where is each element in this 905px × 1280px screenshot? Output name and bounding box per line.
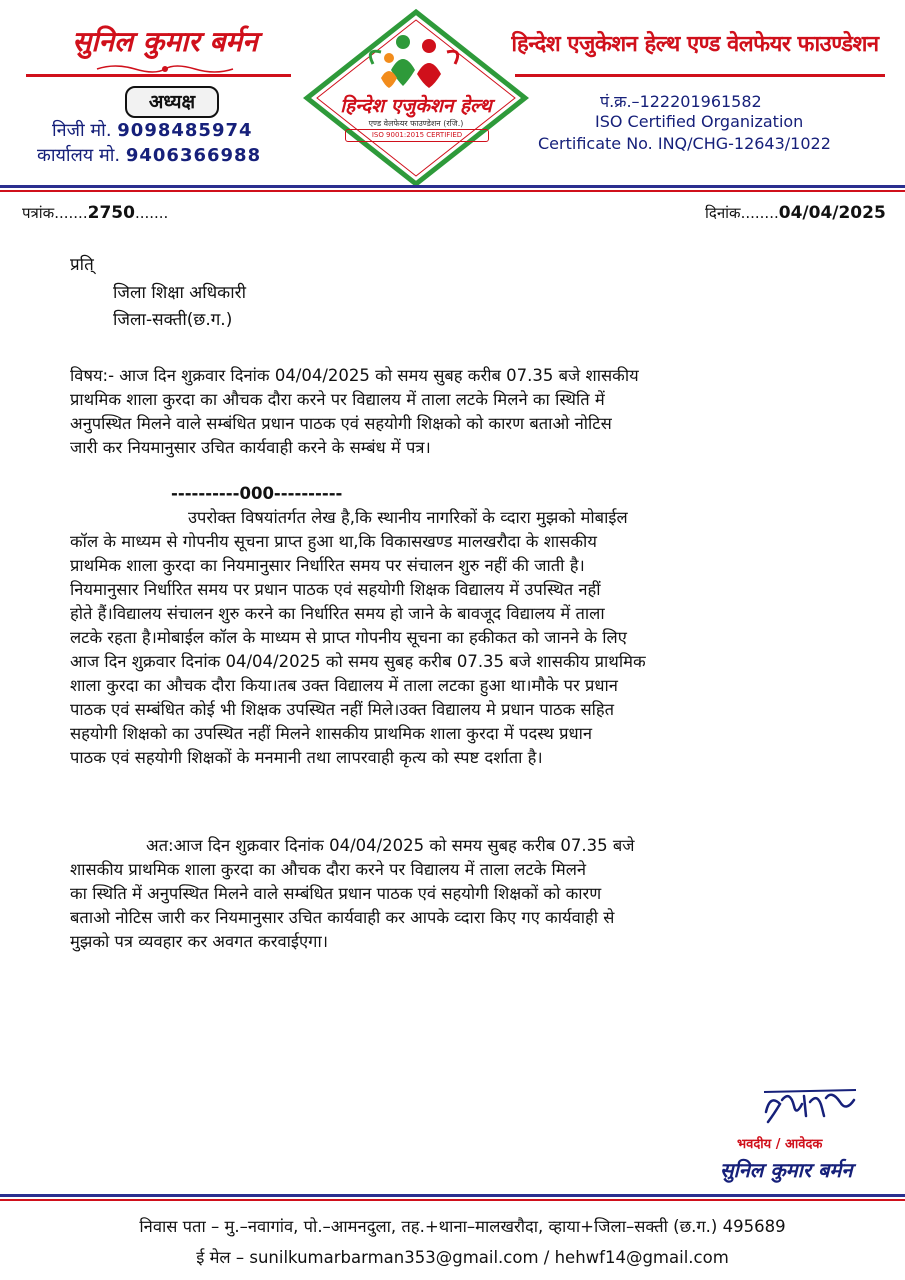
certificate-number: Certificate No. INQ/CHG-12643/1022 (538, 134, 831, 153)
reference-number: पत्रांक.......2750....... (22, 203, 169, 223)
paragraph-line: होते हैं।विद्यालय संचालन शुरु करने का निर्धारित समय हो जाने के बावजूद विद्यालय में ताला (70, 604, 605, 623)
president-name: सुनिल कुमार बर्मन (72, 25, 258, 58)
paragraph-line: उपरोक्त विषयांतर्गत लेख है,कि स्थानीय नागरिकों के व्दारा मुझको मोबाईल (188, 508, 628, 527)
paragraph-line: पाठक एवं सम्बंधित कोई भी शिक्षक उपस्थित नहीं मिले।उक्त विद्यालय मे प्रधान पाठक सहित (70, 700, 615, 719)
paragraph-line: अत:आज दिन शुक्रवार दिनांक 04/04/2025 को समय सुबह करीब 07.35 बजे (146, 836, 635, 855)
recipient-title: जिला शिक्षा अधिकारी (113, 283, 246, 303)
organization-name: हिन्देश एजुकेशन हेल्थ एण्ड वेलफेयर फाउण्डेशन (511, 32, 879, 57)
paragraph-line: कॉल के माध्यम से गोपनीय सूचना प्राप्त हुआ था,कि विकासखण्ड मालखरौदा के शासकीय (70, 532, 597, 551)
paragraph-line: नियमानुसार निर्धारित समय पर प्रधान पाठक एवं सहयोगी शिक्षक विद्यालय में उपस्थित नहीं (70, 580, 601, 599)
registration-number: पं.क्र.–122201961582 (600, 92, 762, 111)
paragraph-line: शासकीय प्राथमिक शाला कुरदा का औचक दौरा करने पर विद्यालय में ताला लटके मिलने (70, 860, 587, 879)
paragraph-line: प्राथमिक शाला कुरदा का नियमानुसार निर्धारित समय पर संचालन शुरु नहीं की जाती है। (70, 556, 585, 575)
iso-text: ISO Certified Organization (595, 112, 804, 131)
header-left-rule (26, 74, 291, 77)
paragraph-1 (70, 506, 835, 770)
office-phone: कार्यालय मो. 9406366988 (37, 145, 262, 166)
paragraph-line: सहयोगी शिक्षको का उपस्थित नहीं मिलने शासकीय प्राथमिक शाला कुरदा में पदस्थ प्रधान (70, 724, 593, 743)
header-rule-blue (0, 185, 905, 188)
paragraph-line: आज दिन शुक्रवार दिनांक 04/04/2025 को समय सुबह करीब 07.35 बजे शासकीय प्राथमिक (70, 652, 646, 671)
paragraph-line: बताओ नोटिस जारी कर नियमानुसार उचित कार्यवाही कर आपके व्दारा किए गए कार्यवाही से (70, 908, 615, 927)
logo-title: हिन्देश एजुकेशन हेल्थ (340, 95, 492, 117)
header-right-rule (515, 74, 885, 77)
separator: ----------000---------- (171, 484, 343, 503)
handwritten-signature (760, 1082, 860, 1130)
paragraph-line: मुझको पत्र व्यवहार कर अवगत करवाईएगा। (70, 932, 328, 951)
recipient-district: जिला-सक्ती(छ.ग.) (113, 310, 233, 330)
signatory-name: सुनिल कुमार बर्मन (720, 1158, 853, 1182)
paragraph-line: लटके रहता है।मोबाईल कॉल के माध्यम से प्राप्त गोपनीय सूचना का हकीकत को जानने के लिए (70, 628, 627, 647)
role-badge: अध्यक्ष (125, 86, 219, 118)
email-addresses: ई मेल – sunilkumarbarman353@gmail.com / hehwf14@gmail.com (196, 1248, 729, 1267)
subject-line: अनुपस्थित मिलने वाले सम्बंधित प्रधान पाठक एवं सहयोगी शिक्षको को कारण बताओ नोटिस (70, 414, 612, 433)
residential-address: निवास पता – मु.–नवागांव, पो.–आमनदुला, तह.+थाना–मालखरौदा, व्हाया+जिला–सक्ती (छ.ग.) 495689 (139, 1217, 786, 1236)
subject-line: प्राथमिक शाला कुरदा का औचक दौरा करने पर विद्यालय में ताला लटके मिलने का स्थिति में (70, 390, 605, 409)
footer-rule-blue (0, 1194, 905, 1197)
logo-iso-badge: ISO 9001:2015 CERTIFIED (345, 129, 489, 142)
paragraph-2 (70, 834, 835, 954)
subject (70, 364, 835, 460)
paragraph-line: का स्थिति में अनुपस्थित मिलने वाले सम्बंधित प्रधान पाठक एवं सहयोगी शिक्षकों को कारण (70, 884, 602, 903)
letter-date: दिनांक........04/04/2025 (705, 203, 886, 223)
subject-line: जारी कर नियमानुसार उचित कार्यवाही करने के सम्बंध में पत्र। (70, 438, 431, 457)
footer-rule-red (0, 1199, 905, 1201)
salutation: प्रति् (70, 255, 94, 275)
subject-line: विषय:- आज दिन शुक्रवार दिनांक 04/04/2025 को समय सुबह करीब 07.35 बजे शासकीय (70, 366, 639, 385)
paragraph-line: पाठक एवं सहयोगी शिक्षकों के मनमानी तथा लापरवाही कृत्य को स्पष्ट दर्शाता है। (70, 748, 543, 767)
logo-subtitle: एण्ड वेलफेयर फाउण्डेशन (रजि.) (368, 119, 464, 128)
paragraph-line: शाला कुरदा का औचक दौरा किया।तब उक्त विद्यालय में ताला लटका हुआ था।मौके पर प्रधान (70, 676, 618, 695)
header-rule-red (0, 190, 905, 192)
personal-phone: निजी मो. 9098485974 (52, 120, 253, 141)
closing-text: भवदीय / आवेदक (737, 1137, 823, 1152)
